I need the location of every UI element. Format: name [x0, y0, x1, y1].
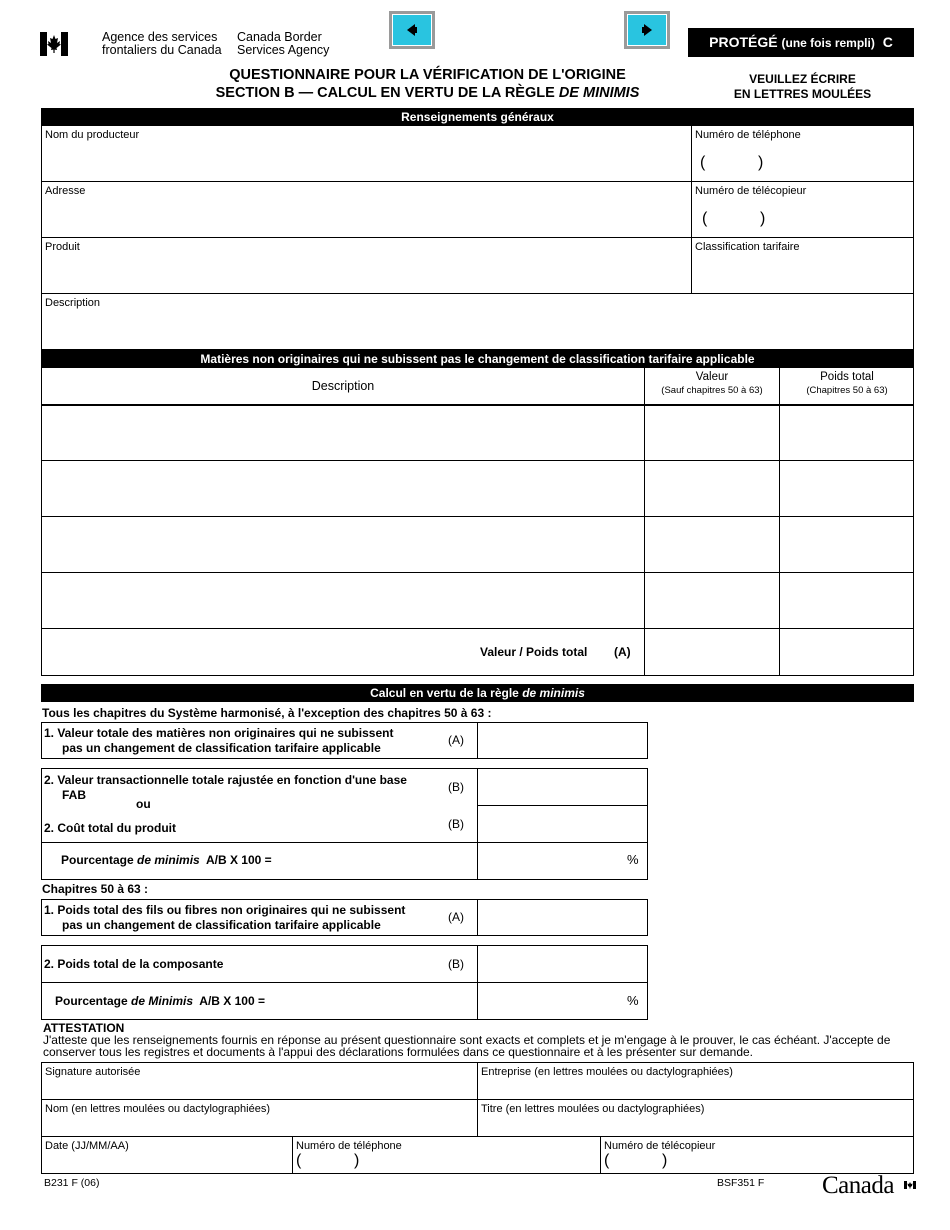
- title-line2: [140, 84, 715, 102]
- fax-label: Numéro de télécopieur: [695, 185, 807, 197]
- agency-name-en-line1: Canada Border: [237, 30, 322, 44]
- agency-name-fr-line2: frontaliers du Canada: [102, 43, 222, 57]
- attestation-phone-label: Numéro de téléphone: [296, 1140, 402, 1152]
- calc-item1-label: [44, 726, 393, 756]
- print-note-line1: VEUILLEZ ÉCRIRE: [749, 72, 856, 86]
- fax-field[interactable]: [692, 182, 913, 236]
- bsf-code: BSF351 F: [717, 1177, 765, 1189]
- calc-item2b-input[interactable]: [478, 806, 647, 842]
- ch-percent-label: [55, 994, 265, 1008]
- calc-percent-pre: Pourcentage: [61, 853, 134, 867]
- product-field[interactable]: [42, 238, 690, 292]
- description-field[interactable]: [42, 294, 913, 349]
- agency-name-en: [237, 31, 329, 57]
- calc-item1-line2: pas un changement de classification tarifaire applicable: [62, 741, 381, 755]
- attestation-fax-label: Numéro de télécopieur: [604, 1140, 716, 1152]
- job-title-field[interactable]: [478, 1100, 913, 1136]
- canada-wordmark: [822, 1172, 916, 1202]
- description-label: Description: [45, 297, 101, 309]
- calc-item2-input[interactable]: [478, 769, 647, 805]
- col-weight-note: (Chapitres 50 à 63): [806, 385, 888, 396]
- ch-percent-pre: Pourcentage: [55, 994, 128, 1008]
- ch-percent-input[interactable]: [478, 983, 647, 1019]
- ch-percent-sign: %: [627, 993, 639, 1008]
- calc-percent-italic: de minimis: [137, 853, 200, 867]
- total-value-field[interactable]: [645, 629, 779, 675]
- or-label: ou: [136, 797, 151, 811]
- materials-header: Matières non originaires qui ne subissent pas le changement de classification tarifaire applicable: [41, 350, 914, 368]
- calc-percent-input[interactable]: [478, 843, 647, 879]
- calc-item1-letter: (A): [448, 733, 464, 747]
- form-code: B231 F (06): [44, 1177, 100, 1189]
- date-label: Date (JJ/MM/AA): [45, 1140, 129, 1152]
- phone-label: Numéro de téléphone: [695, 129, 801, 141]
- protected-badge: [688, 28, 914, 57]
- tariff-label: Classification tarifaire: [695, 241, 800, 253]
- all-chapters-heading: Tous les chapitres du Système harmonisé, à l'exception des chapitres 50 à 63 :: [42, 706, 492, 720]
- phone-area-close: ): [758, 154, 764, 171]
- company-field[interactable]: [478, 1063, 913, 1099]
- chapters-heading: Chapitres 50 à 63 :: [42, 882, 149, 896]
- print-note-line2: EN LETTRES MOULÉES: [733, 87, 872, 101]
- ch-item1-line2: pas un changement de classification tarifaire applicable: [62, 918, 381, 932]
- tariff-field[interactable]: [692, 238, 913, 292]
- ch-item2-input[interactable]: [478, 946, 647, 982]
- product-label: Produit: [45, 241, 80, 253]
- title-line2-text: SECTION B — CALCUL EN VERTU DE LA RÈGLE: [215, 85, 555, 101]
- col-weight-label: Poids total: [820, 371, 874, 383]
- calc-item2-letter: (B): [448, 780, 464, 794]
- ch-item1-input[interactable]: [478, 900, 647, 935]
- col-header-value: [645, 371, 779, 396]
- title-line2-italic: DE MINIMIS: [558, 85, 640, 101]
- material-row-1[interactable]: [42, 405, 913, 460]
- total-weight-field[interactable]: [780, 629, 913, 675]
- canada-flag-icon: [40, 32, 68, 56]
- ch-item2-label: 2. Poids total de la composante: [44, 957, 224, 971]
- col-header-description: Description: [311, 379, 375, 393]
- ch-percent-italic: de Minimis: [131, 994, 194, 1008]
- canada-wordmark-text: Canada: [822, 1172, 894, 1199]
- job-title-label: Titre (en lettres moulées ou dactylographiées): [481, 1103, 705, 1115]
- calc-header-text: Calcul en vertu de la règle: [370, 686, 519, 700]
- calc-item2-line1: 2. Valeur transactionnelle totale rajustée en fonction d'une base: [44, 773, 407, 787]
- calc-percent-label: [61, 853, 272, 867]
- phone-field[interactable]: [692, 126, 913, 180]
- arrow-left-icon: [405, 22, 419, 38]
- producer-name-field[interactable]: [42, 126, 690, 180]
- materials-total-letter: (A): [614, 645, 631, 659]
- fax-area-open: (: [702, 210, 708, 227]
- material-row-3[interactable]: [42, 517, 913, 572]
- general-info-header: Renseignements généraux: [41, 108, 914, 126]
- col-header-weight: [780, 371, 914, 396]
- company-label: Entreprise (en lettres moulées ou dactylographiées): [481, 1066, 733, 1078]
- calc-item2b-letter: (B): [448, 817, 464, 831]
- page-title: [140, 66, 715, 102]
- attestation-fax-close: ): [662, 1152, 668, 1169]
- name-field[interactable]: [42, 1100, 477, 1136]
- producer-name-label: Nom du producteur: [45, 129, 140, 141]
- protected-level: C: [882, 34, 893, 50]
- print-note: [700, 72, 905, 102]
- address-label: Adresse: [45, 185, 86, 197]
- protected-note: (une fois rempli): [781, 36, 875, 50]
- previous-page-button[interactable]: [389, 11, 435, 49]
- col-value-label: Valeur: [695, 371, 729, 383]
- col-value-note: (Sauf chapitres 50 à 63): [661, 385, 763, 396]
- ch-item2-letter: (B): [448, 957, 464, 971]
- calc-header-italic: de minimis: [522, 686, 585, 700]
- calc-item2b-label: 2. Coût total du produit: [44, 821, 176, 835]
- ch-percent-post: A/B X 100 =: [199, 994, 265, 1008]
- protected-label: PROTÉGÉ: [709, 34, 778, 50]
- calc-item1-input[interactable]: [478, 723, 647, 758]
- attestation-fax-open: (: [604, 1152, 610, 1169]
- next-page-button[interactable]: [624, 11, 670, 49]
- material-row-4[interactable]: [42, 573, 913, 628]
- wordmark-flag-icon: [904, 1176, 916, 1184]
- signature-field[interactable]: [42, 1063, 477, 1099]
- attestation-phone-field[interactable]: [293, 1137, 600, 1173]
- calc-percent-post: A/B X 100 =: [205, 853, 272, 867]
- date-field[interactable]: [42, 1137, 292, 1173]
- attestation-phone-close: ): [354, 1152, 360, 1169]
- material-row-2[interactable]: [42, 461, 913, 516]
- calc-header: [41, 684, 914, 702]
- signature-label: Signature autorisée: [45, 1066, 141, 1078]
- attestation-title: ATTESTATION: [43, 1021, 125, 1035]
- materials-total-label: Valeur / Poids total: [480, 645, 588, 659]
- attestation-text: J'atteste que les renseignements fournis en réponse au présent questionnaire sont exacts et complets et je m'engage à le prouver, le cas échéant. J'accepte de conserver tous les registres et documents à l'appui des déclarations formulées dans ce questionnaire et à les présenter sur demande.: [43, 1033, 891, 1059]
- calc-percent-sign: %: [627, 852, 639, 867]
- ch-item1-line1: 1. Poids total des fils ou fibres non originaires qui ne subissent: [44, 903, 406, 917]
- calc-item2-label: [44, 773, 407, 803]
- title-line1: QUESTIONNAIRE POUR LA VÉRIFICATION DE L'ORIGINE: [229, 67, 626, 83]
- agency-name-fr: [102, 31, 222, 57]
- attestation-fax-field[interactable]: [601, 1137, 913, 1173]
- ch-item1-letter: (A): [448, 910, 464, 924]
- agency-name-fr-line1: Agence des services: [102, 30, 218, 44]
- calc-item2-line2: FAB: [62, 788, 86, 802]
- address-field[interactable]: [42, 182, 690, 236]
- attestation-phone-open: (: [296, 1152, 302, 1169]
- phone-area-open: (: [700, 154, 706, 171]
- calc-item1-line1: 1. Valeur totale des matières non originaires qui ne subissent: [44, 726, 394, 740]
- agency-name-en-line2: Services Agency: [237, 43, 330, 57]
- ch-item1-label: [44, 903, 405, 933]
- arrow-right-icon: [640, 22, 654, 38]
- name-label: Nom (en lettres moulées ou dactylographiées): [45, 1103, 271, 1115]
- fax-area-close: ): [760, 210, 766, 227]
